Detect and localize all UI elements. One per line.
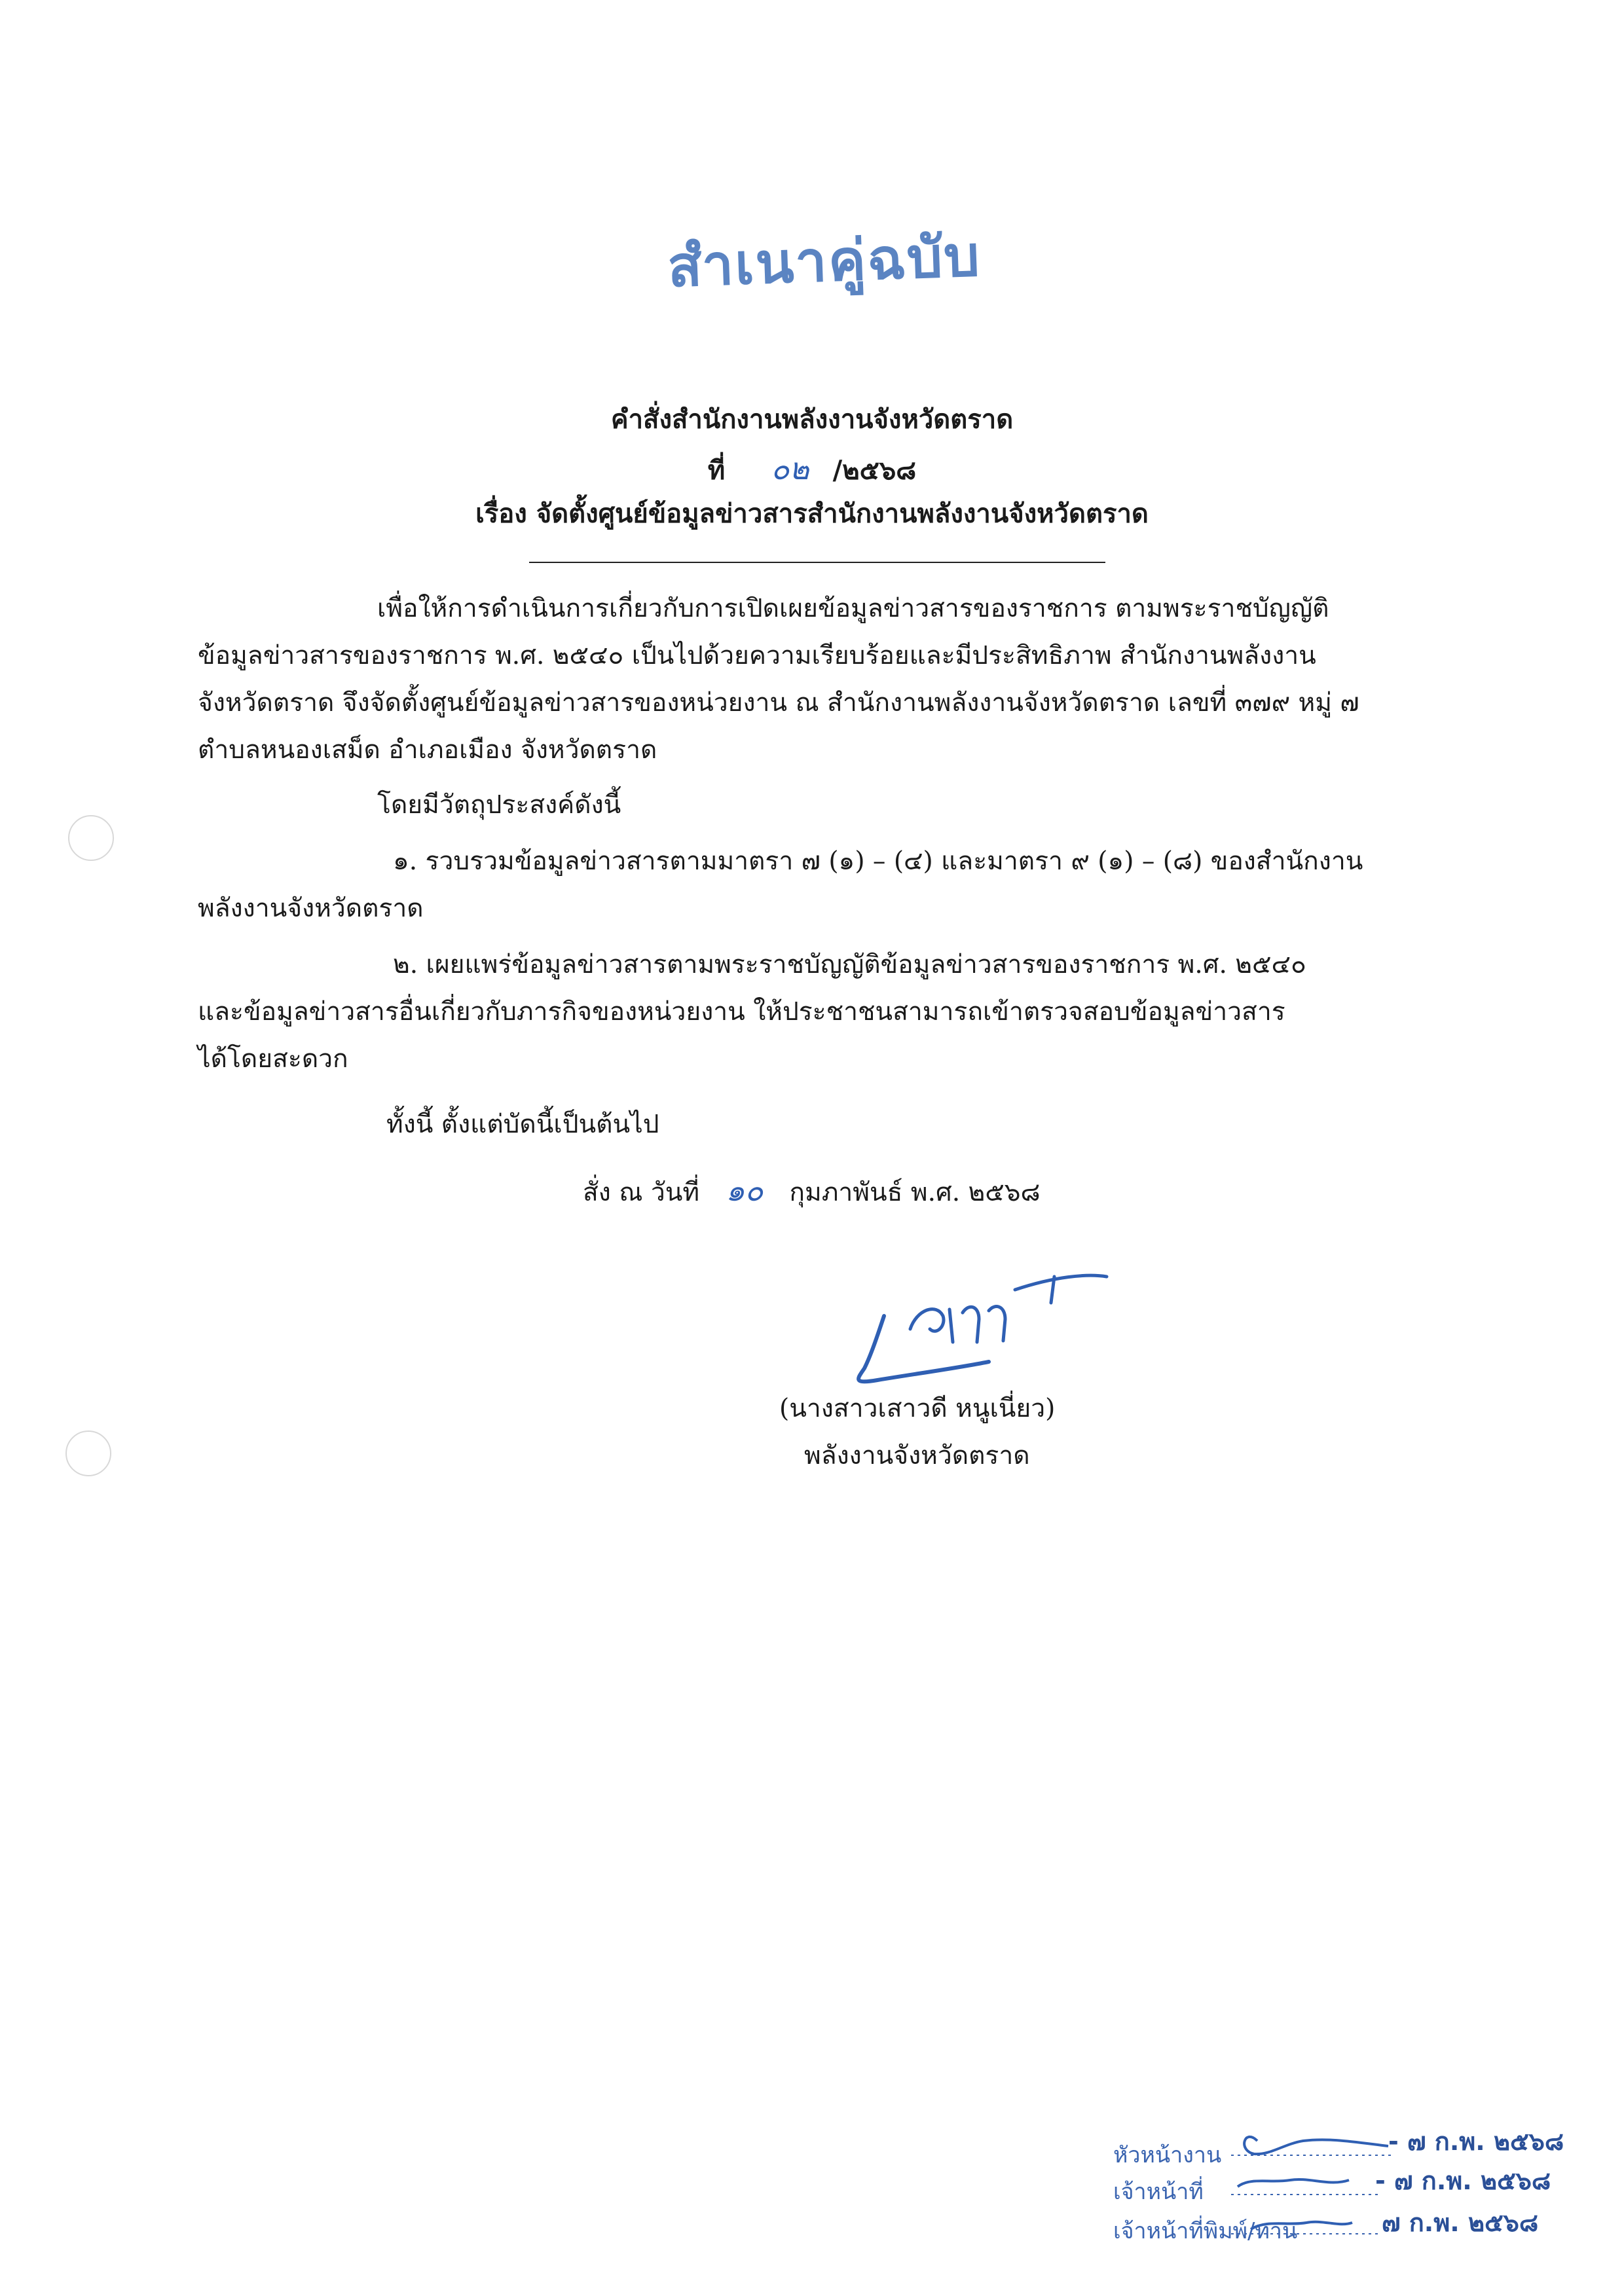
order-number-suffix: /๒๕๖๘ <box>832 455 917 486</box>
order-title: คำสั่งสำนักงานพลังงานจังหวัดตราด <box>610 404 1014 435</box>
paragraph-1-line-3: จังหวัดตราด จึงจัดตั้งศูนย์ข้อมูลข่าวสารของหน่วยงาน ณ สำนักงานพลังงานจังหวัดตราด เลขที่ ๓๗๙ หมู่ ๗ <box>198 688 1359 718</box>
item-2-line-3: ได้โดยสะดวก <box>198 1044 348 1074</box>
order-number-prefix: ที่ <box>707 455 726 486</box>
order-subject: เรื่อง จัดตั้งศูนย์ข้อมูลข่าวสารสำนักงานพลังงานจังหวัดตราด <box>475 498 1149 529</box>
handwritten-signature <box>838 1264 1113 1394</box>
order-date <box>583 1167 1041 1214</box>
copy-stamp-text: สำเนาคู่ฉบับ <box>666 223 982 301</box>
paragraph-1-line-4: ตำบลหนองเสม็ด อำเภอเมือง จังหวัดตราด <box>198 735 657 765</box>
routing-row-2-label: เจ้าหน้าที่ <box>1113 2179 1204 2205</box>
item-2-line-1: ๒. เผยแพร่ข้อมูลข่าวสารตามพระราชบัญญัติข้อมูลข่าวสารของราชการ พ.ศ. ๒๕๔๐ <box>393 950 1306 979</box>
routing-row-3-date: ๗ ก.พ. ๒๕๖๘ <box>1382 2208 1539 2237</box>
order-number-handwritten: ๐๒ <box>771 451 809 486</box>
paragraph-1-line-1: เพื่อให้การดำเนินการเกี่ยวกับการเปิดเผยข้อมูลข่าวสารของราชการ ตามพระราชบัญญัติ <box>377 594 1329 623</box>
order-date-prefix: สั่ง ณ วันที่ <box>583 1178 700 1207</box>
routing-row-1-label: หัวหน้างาน <box>1113 2142 1222 2168</box>
order-date-day-handwritten: ๑๐ <box>726 1173 764 1208</box>
item-1-line-2: พลังงานจังหวัดตราด <box>198 894 424 923</box>
order-date-suffix: กุมภาพันธ์ พ.ศ. ๒๕๖๘ <box>789 1178 1041 1207</box>
paragraph-2: โดยมีวัตถุประสงค์ดังนี้ <box>377 790 621 820</box>
routing-initials <box>1231 2115 1401 2239</box>
paragraph-1-line-2: ข้อมูลข่าวสารของราชการ พ.ศ. ๒๕๔๐ เป็นไปด้วยความเรียบร้อยและมีประสิทธิภาพ สำนักงานพลังงาน <box>198 641 1316 670</box>
routing-row-3-label: เจ้าหน้าที่พิมพ์/ทาน <box>1113 2218 1298 2244</box>
punch-hole-bottom <box>65 1430 111 1476</box>
effective-statement: ทั้งนี้ ตั้งแต่บัดนี้เป็นต้นไป <box>386 1110 659 1139</box>
signatory-position: พลังงานจังหวัดตราด <box>804 1441 1030 1470</box>
routing-row-1-date: - ๗ ก.พ. ๒๕๖๘ <box>1388 2127 1564 2156</box>
item-1-line-1: ๑. รวบรวมข้อมูลข่าวสารตามมาตรา ๗ (๑) – (๔) และมาตรา ๙ (๑) – (๘) ของสำนักงาน <box>393 847 1363 876</box>
signatory-name: (นางสาวเสาวดี หนูเนี่ยว) <box>779 1394 1056 1423</box>
item-2-line-2: และข้อมูลข่าวสารอื่นเกี่ยวกับภารกิจของหน่วยงาน ให้ประชาชนสามารถเข้าตรวจสอบข้อมูลข่าวสาร <box>198 997 1285 1027</box>
routing-row-2-date: - ๗ ก.พ. ๒๕๖๘ <box>1375 2166 1551 2195</box>
